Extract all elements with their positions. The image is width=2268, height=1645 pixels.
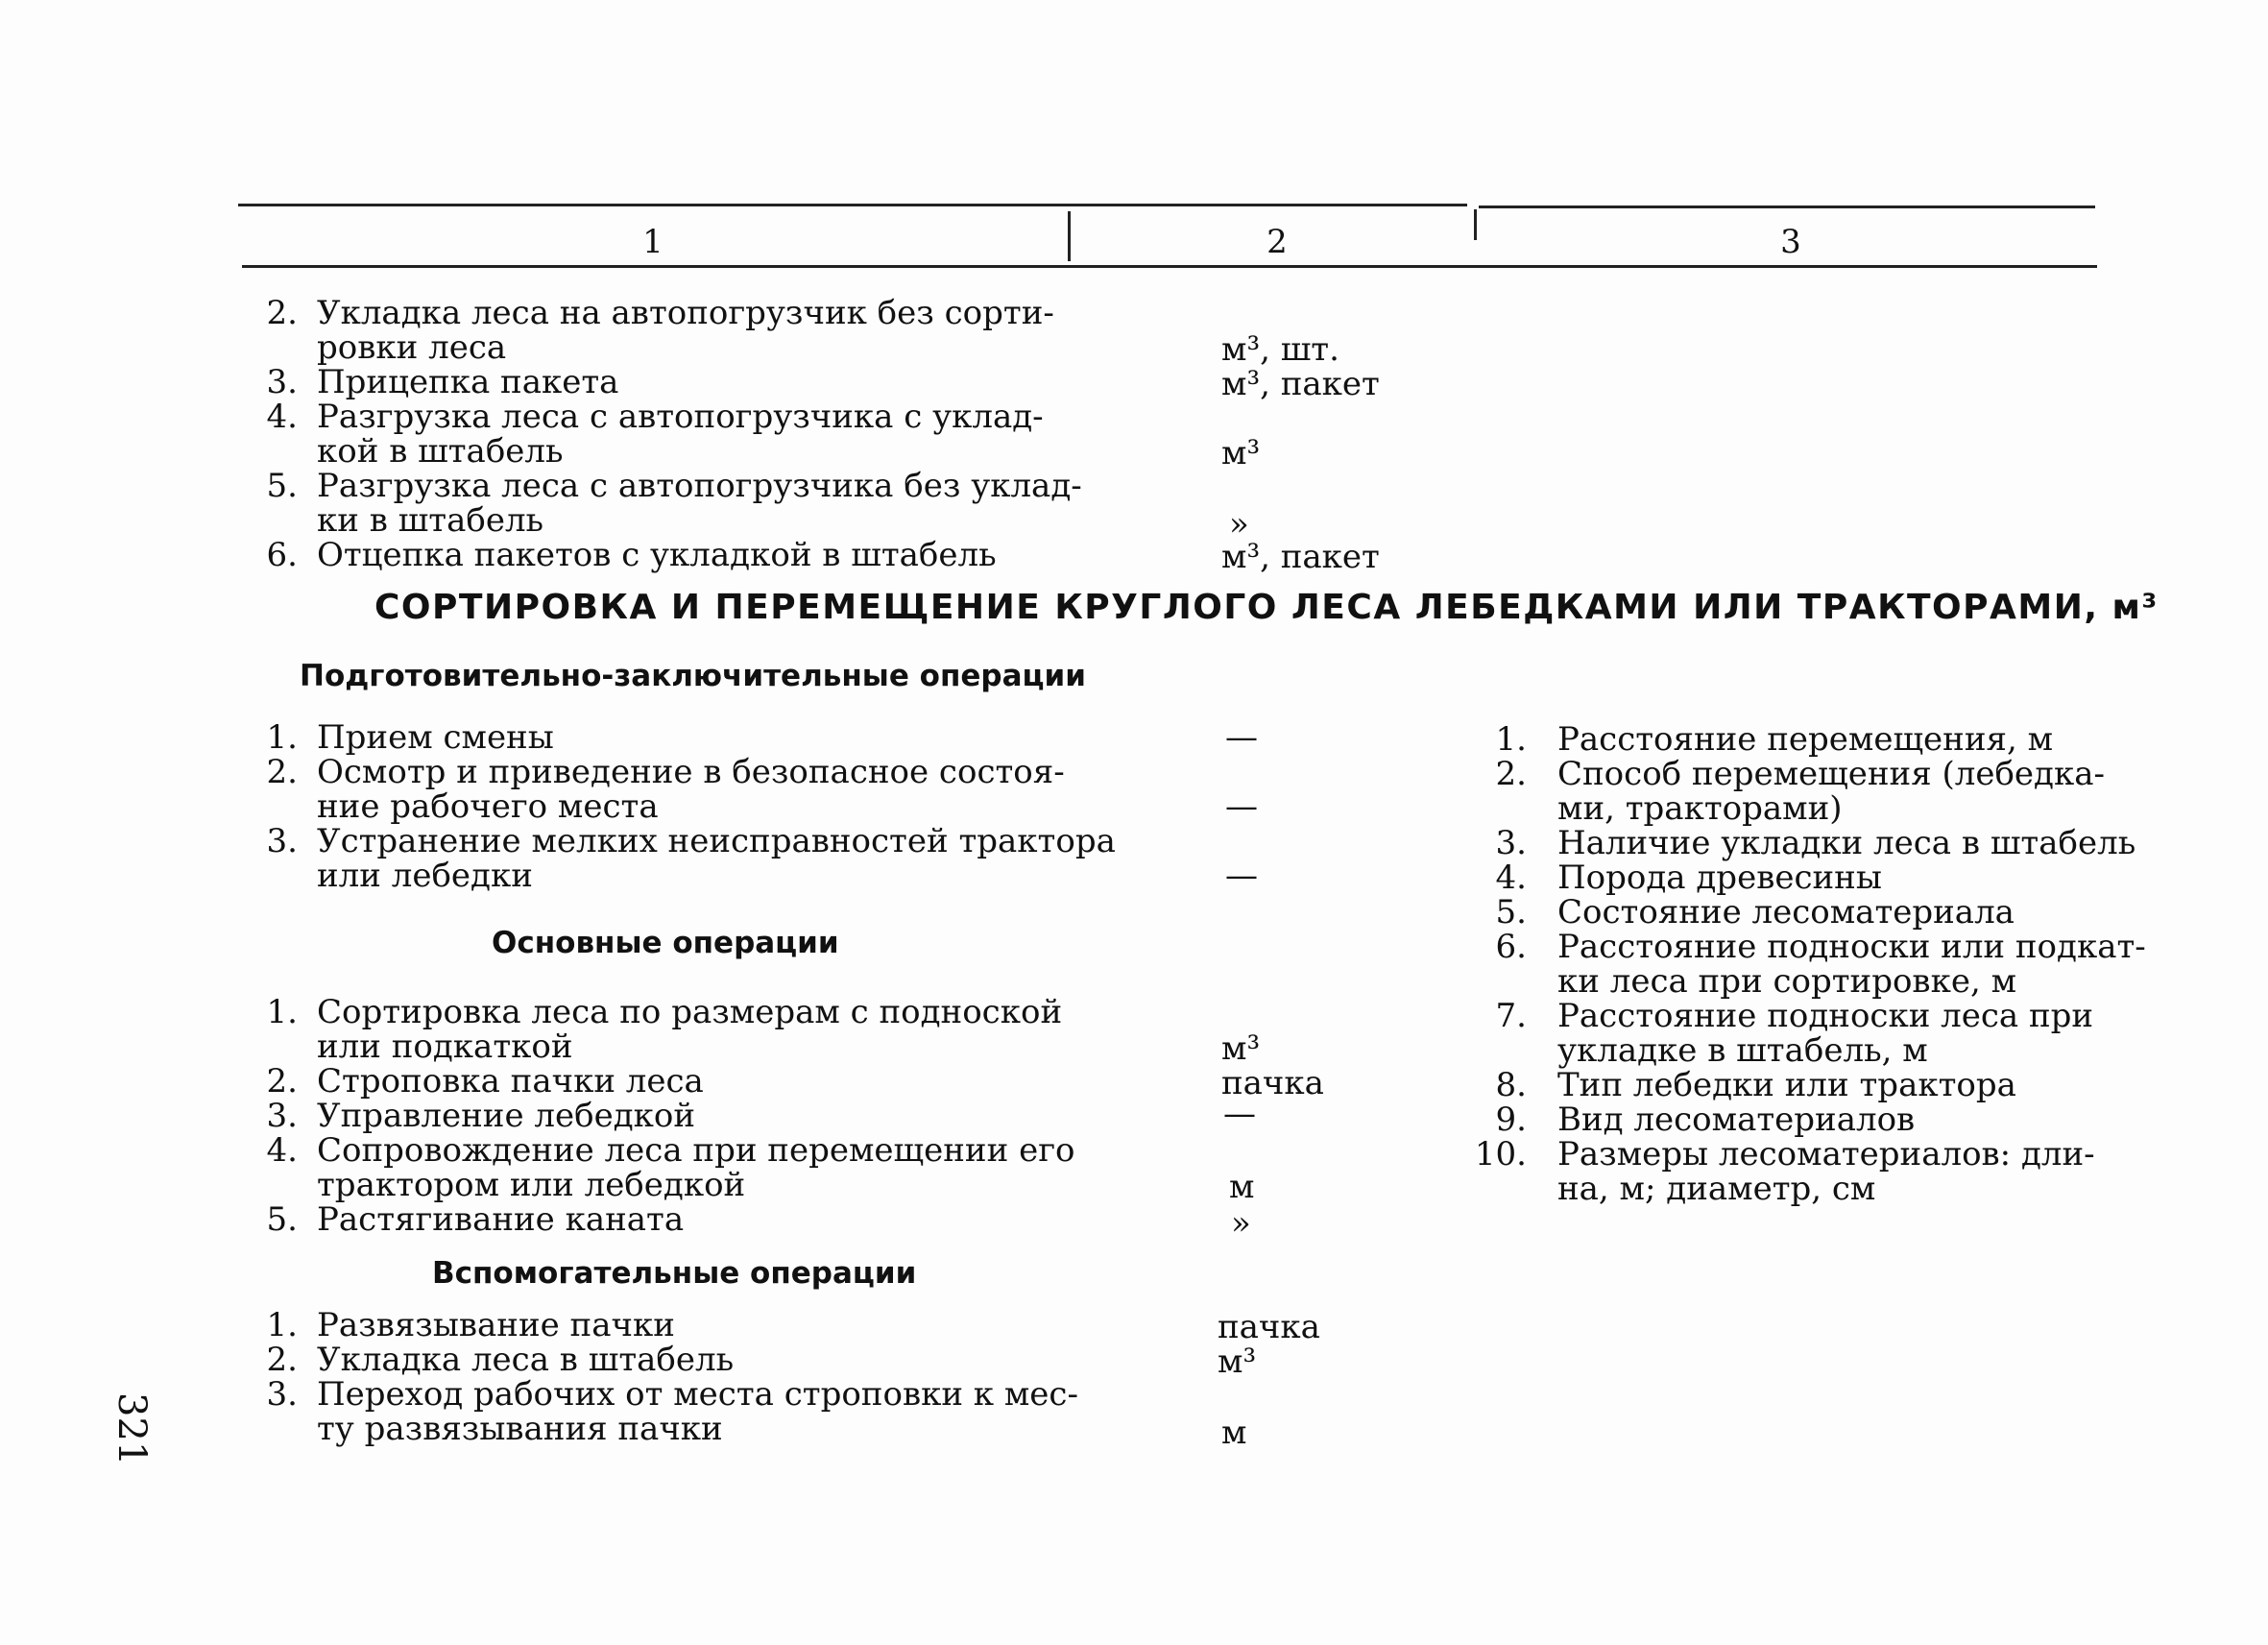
item-number: 5.: [266, 1200, 298, 1239]
factor-text-line: Наличие укладки леса в штабель: [1557, 824, 2136, 862]
header-top-rule-right: [1479, 206, 2095, 208]
item-number: 3.: [266, 1375, 298, 1414]
unit-value: м³: [1221, 434, 1261, 472]
unit-value: м: [1229, 1168, 1255, 1206]
factor-text-line: Тип лебедки или трактора: [1557, 1066, 2016, 1104]
unit-value: пачка: [1218, 1308, 1320, 1346]
factor-number: 9.: [1495, 1101, 1527, 1139]
item-text-line: Укладка леса в штабель: [317, 1341, 735, 1379]
header-col-3: 3: [1780, 223, 1801, 261]
aux-heading: Вспомогательные операции: [432, 1256, 917, 1291]
item-text-line: Отцепка пакетов с укладкой в штабель: [317, 536, 997, 574]
item-number: 3.: [266, 822, 298, 860]
unit-value: —: [1225, 857, 1258, 895]
item-number: 4.: [266, 398, 298, 436]
unit-value: —: [1225, 787, 1258, 826]
item-text-line: кой в штабель: [317, 432, 564, 471]
unit-value: м³: [1221, 1029, 1261, 1068]
item-number: 2.: [266, 1062, 298, 1101]
unit-value: пачка: [1221, 1064, 1324, 1102]
factor-text-line: укладке в штабель, м: [1557, 1031, 1928, 1070]
header-col-1: 1: [642, 223, 664, 261]
factor-number: 6.: [1495, 928, 1527, 966]
factor-number: 4.: [1495, 859, 1527, 897]
factor-text-line: Порода древесины: [1557, 859, 1882, 897]
item-text-line: или подкаткой: [317, 1028, 573, 1066]
item-text-line: Переход рабочих от места строповки к мес-: [317, 1375, 1078, 1414]
item-number: 2.: [266, 753, 298, 791]
item-number: 2.: [266, 294, 298, 332]
factor-number: 3.: [1495, 824, 1527, 862]
item-text-line: Укладка леса на автопогрузчик без сорти-: [317, 294, 1054, 332]
item-number: 5.: [266, 467, 298, 505]
prep-heading: Подготовительно-заключительные операции: [300, 659, 1086, 693]
unit-value: м³, пакет: [1221, 538, 1380, 576]
factor-text-line: Расстояние перемещения, м: [1557, 720, 2054, 759]
unit-value: м³: [1218, 1343, 1257, 1381]
item-text-line: Прицепка пакета: [317, 363, 619, 401]
item-number: 3.: [266, 363, 298, 401]
item-number: 3.: [266, 1097, 298, 1135]
item-text-line: Строповка пачки леса: [317, 1062, 704, 1101]
main-heading: Основные операции: [492, 926, 839, 960]
factor-number: 1.: [1495, 720, 1527, 759]
item-text-line: Осмотр и приведение в безопасное состоя-: [317, 753, 1065, 791]
factor-text-line: Вид лесоматериалов: [1557, 1101, 1916, 1139]
item-number: 1.: [266, 993, 298, 1031]
item-text-line: Разгрузка леса с автопогрузчика с уклад-: [317, 398, 1044, 436]
factor-number: 7.: [1495, 997, 1527, 1035]
item-text-line: ки в штабель: [317, 501, 544, 540]
item-number: 1.: [266, 718, 298, 757]
factor-text-line: Способ перемещения (лебедка-: [1557, 755, 2105, 793]
unit-value: м³, шт.: [1221, 330, 1339, 369]
unit-value: »: [1231, 1204, 1251, 1243]
item-text-line: или лебедки: [317, 857, 533, 895]
factor-text-line: на, м; диаметр, см: [1557, 1170, 1876, 1208]
item-number: 4.: [266, 1131, 298, 1170]
item-text-line: Управление лебедкой: [317, 1097, 696, 1135]
item-text-line: Сопровождение леса при перемещении его: [317, 1131, 1075, 1170]
unit-value: —: [1225, 718, 1258, 757]
header-bottom-rule: [242, 265, 2097, 268]
factor-text-line: Состояние лесоматериала: [1557, 893, 2015, 931]
item-text-line: ровки леса: [317, 328, 507, 367]
header-col-2: 2: [1267, 223, 1288, 261]
unit-value: »: [1229, 505, 1249, 544]
item-text-line: Сортировка леса по размерам с подноской: [317, 993, 1063, 1031]
item-number: 2.: [266, 1341, 298, 1379]
factor-text-line: Расстояние подноски леса при: [1557, 997, 2094, 1035]
item-text-line: трактором или лебедкой: [317, 1166, 746, 1204]
factor-text-line: ми, тракторами): [1557, 789, 1843, 828]
header-divider-2: [1474, 209, 1477, 240]
factor-text-line: ки леса при сортировке, м: [1557, 962, 2017, 1001]
factor-number: 10.: [1474, 1135, 1527, 1173]
factor-text-line: Расстояние подноски или подкат-: [1557, 928, 2146, 966]
factor-number: 8.: [1495, 1066, 1527, 1104]
factor-number: 5.: [1495, 893, 1527, 931]
page-number: 321: [109, 1392, 154, 1466]
factor-text-line: Размеры лесоматериалов: дли-: [1557, 1135, 2095, 1173]
item-text-line: Прием смены: [317, 718, 554, 757]
unit-value: м: [1221, 1414, 1247, 1452]
header-top-rule-left: [238, 204, 1467, 206]
item-text-line: Растягивание каната: [317, 1200, 685, 1239]
factor-number: 2.: [1495, 755, 1527, 793]
item-text-line: Разгрузка леса с автопогрузчика без уклад-: [317, 467, 1082, 505]
item-number: 1.: [266, 1306, 298, 1344]
item-text-line: Устранение мелких неисправностей трактора: [317, 822, 1116, 860]
header-divider-1: [1068, 211, 1071, 261]
item-text-line: Развязывание пачки: [317, 1306, 675, 1344]
unit-value: —: [1223, 1095, 1256, 1133]
section-title: СОРТИРОВКА И ПЕРЕМЕЩЕНИЕ КРУГЛОГО ЛЕСА ЛЕБЕДКАМИ ИЛИ ТРАКТОРАМИ, м³: [374, 588, 2159, 627]
item-number: 6.: [266, 536, 298, 574]
item-text-line: ту развязывания пачки: [317, 1410, 723, 1448]
unit-value: м³, пакет: [1221, 365, 1380, 403]
item-text-line: ние рабочего места: [317, 787, 659, 826]
